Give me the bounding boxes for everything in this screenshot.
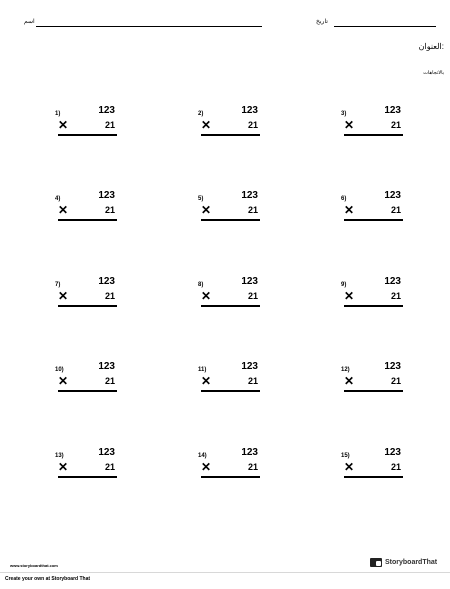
answer-line <box>58 476 117 478</box>
multiplier: 21 <box>390 291 401 301</box>
problem-13 <box>55 447 115 483</box>
times-icon: ✕ <box>58 118 69 132</box>
problem-7 <box>55 276 115 312</box>
problem-number: 6) <box>341 196 347 202</box>
multiplier: 21 <box>390 462 401 472</box>
times-icon: ✕ <box>201 460 212 474</box>
multiplier: 21 <box>247 205 258 215</box>
multiplicand: 123 <box>98 105 115 116</box>
multiplier: 21 <box>390 376 401 386</box>
multiplicand: 123 <box>384 361 401 372</box>
times-icon: ✕ <box>201 289 212 303</box>
times-icon: ✕ <box>58 374 69 388</box>
multiplicand: 123 <box>98 190 115 201</box>
instructions-text: بالاتجاهات <box>423 70 444 76</box>
multiplier: 21 <box>104 376 115 386</box>
answer-line <box>201 476 260 478</box>
answer-line <box>58 305 117 307</box>
name-label: اسم <box>24 19 35 25</box>
multiplier: 21 <box>104 120 115 130</box>
answer-line <box>344 219 403 221</box>
date-line <box>334 26 436 27</box>
multiplier: 21 <box>390 120 401 130</box>
multiplicand: 123 <box>98 276 115 287</box>
problem-number: 15) <box>341 453 350 459</box>
problem-3 <box>341 105 401 141</box>
problem-number: 9) <box>341 282 347 288</box>
times-icon: ✕ <box>201 374 212 388</box>
answer-line <box>201 305 260 307</box>
problem-number: 2) <box>198 111 204 117</box>
problem-number: 11) <box>198 367 207 373</box>
problem-11 <box>198 361 258 397</box>
times-icon: ✕ <box>58 289 69 303</box>
problem-14 <box>198 447 258 483</box>
name-line <box>36 26 262 27</box>
problem-number: 5) <box>198 196 204 202</box>
problem-6 <box>341 190 401 226</box>
multiplicand: 123 <box>384 447 401 458</box>
multiplier: 21 <box>247 462 258 472</box>
multiplier: 21 <box>104 462 115 472</box>
site-url: www.storyboardthat.com <box>10 563 58 568</box>
problem-10 <box>55 361 115 397</box>
multiplier: 21 <box>104 291 115 301</box>
answer-line <box>58 390 117 392</box>
answer-line <box>344 134 403 136</box>
answer-line <box>201 219 260 221</box>
times-icon: ✕ <box>201 203 212 217</box>
multiplicand: 123 <box>98 447 115 458</box>
problem-number: 13) <box>55 453 64 459</box>
times-icon: ✕ <box>201 118 212 132</box>
multiplicand: 123 <box>98 361 115 372</box>
problem-1 <box>55 105 115 141</box>
times-icon: ✕ <box>344 460 355 474</box>
create-your-own-link[interactable]: Create your own at Storyboard That <box>5 576 91 582</box>
multiplicand: 123 <box>241 190 258 201</box>
multiplicand: 123 <box>384 190 401 201</box>
multiplier: 21 <box>247 291 258 301</box>
multiplicand: 123 <box>241 276 258 287</box>
problem-number: 14) <box>198 453 207 459</box>
answer-line <box>344 305 403 307</box>
multiplicand: 123 <box>241 105 258 116</box>
problem-15 <box>341 447 401 483</box>
problem-2 <box>198 105 258 141</box>
multiplicand: 123 <box>384 276 401 287</box>
answer-line <box>58 134 117 136</box>
problem-number: 4) <box>55 196 61 202</box>
worksheet-title: العنوان: <box>418 42 444 51</box>
problem-4 <box>55 190 115 226</box>
times-icon: ✕ <box>344 289 355 303</box>
times-icon: ✕ <box>344 374 355 388</box>
multiplier: 21 <box>390 205 401 215</box>
answer-line <box>201 134 260 136</box>
times-icon: ✕ <box>58 203 69 217</box>
times-icon: ✕ <box>58 460 69 474</box>
problem-5 <box>198 190 258 226</box>
brand-logo <box>370 558 437 567</box>
problem-9 <box>341 276 401 312</box>
answer-line <box>58 219 117 221</box>
times-icon: ✕ <box>344 118 355 132</box>
multiplicand: 123 <box>241 361 258 372</box>
problem-number: 10) <box>55 367 64 373</box>
answer-line <box>201 390 260 392</box>
answer-line <box>344 476 403 478</box>
storyboard-logo-icon <box>370 558 382 567</box>
problem-number: 8) <box>198 282 204 288</box>
multiplicand: 123 <box>384 105 401 116</box>
multiplicand: 123 <box>241 447 258 458</box>
problem-number: 1) <box>55 111 61 117</box>
multiplier: 21 <box>247 120 258 130</box>
date-label: تاريخ <box>316 19 328 25</box>
brand-name: StoryboardThat <box>385 559 438 566</box>
problem-number: 12) <box>341 367 350 373</box>
problem-number: 3) <box>341 111 347 117</box>
answer-line <box>344 390 403 392</box>
problem-8 <box>198 276 258 312</box>
multiplier: 21 <box>104 205 115 215</box>
times-icon: ✕ <box>344 203 355 217</box>
problem-12 <box>341 361 401 397</box>
multiplier: 21 <box>247 376 258 386</box>
problem-number: 7) <box>55 282 61 288</box>
